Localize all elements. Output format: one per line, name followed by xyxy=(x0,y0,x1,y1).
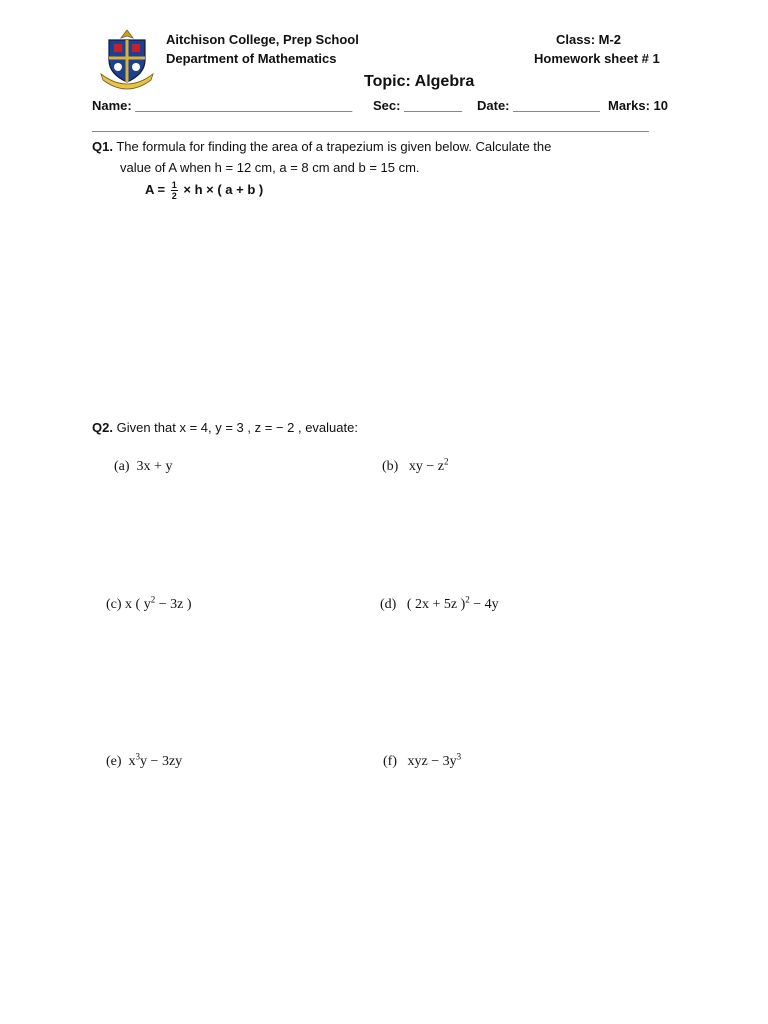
part-e-exponent: 3 xyxy=(135,751,141,762)
part-c-expression: x ( y xyxy=(125,597,151,612)
question-2-text: Given that x = 4, y = 3 , z = − 2 , evaluate: xyxy=(116,420,358,435)
fraction-denominator: 2 xyxy=(171,191,177,201)
date-label: Date: xyxy=(477,98,510,113)
part-e xyxy=(106,751,183,770)
question-2-number: Q2. xyxy=(92,420,113,435)
fraction-numerator: 1 xyxy=(171,180,177,190)
part-c-expression-rest: − 3z ) xyxy=(155,597,192,612)
part-f-expression: xyz − 3y xyxy=(407,754,457,769)
trapezium-formula xyxy=(145,180,263,201)
date-blank: ____________ xyxy=(513,98,600,113)
formula-fraction xyxy=(171,180,178,201)
part-b-expression: xy − z xyxy=(408,459,444,474)
part-c xyxy=(106,594,192,613)
part-e-expression: x xyxy=(128,754,136,769)
marks-label: Marks: 10 xyxy=(608,98,668,113)
homework-sheet-label: Homework sheet # 1 xyxy=(534,51,660,66)
part-b xyxy=(382,456,449,475)
part-d-expression-rest: − 4y xyxy=(469,597,499,612)
part-c-exponent: 2 xyxy=(150,594,156,605)
name-field[interactable] xyxy=(92,98,352,113)
name-label: Name: xyxy=(92,98,132,113)
part-f xyxy=(383,751,462,770)
formula-lhs: A = xyxy=(145,181,166,197)
part-d-expression: ( 2x + 5z ) xyxy=(406,597,466,612)
part-d-label: (d) xyxy=(380,597,397,612)
question-1-text: The formula for finding the area of a trapezium is given below. Calculate the xyxy=(116,139,552,154)
class-label: Class: M-2 xyxy=(556,32,622,47)
part-e-label: (e) xyxy=(106,754,122,769)
school-name: Aitchison College, Prep School xyxy=(166,32,359,47)
header-rule: _____________________________________________________________________________ xyxy=(92,118,649,133)
page-title: Topic: Algebra xyxy=(364,73,475,90)
part-d xyxy=(380,594,499,613)
question-1 xyxy=(92,139,551,154)
question-1-number: Q1. xyxy=(92,139,113,154)
part-a xyxy=(114,459,172,475)
section-field[interactable] xyxy=(373,98,462,113)
part-e-expression-rest: y − 3zy xyxy=(140,754,183,769)
department-name: Department of Mathematics xyxy=(166,51,337,66)
section-label: Sec: xyxy=(373,98,401,113)
question-1-text-line2: value of A when h = 12 cm, a = 8 cm and b = 15 cm. xyxy=(120,160,420,175)
part-a-label: (a) xyxy=(114,459,130,474)
school-crest-icon xyxy=(97,28,157,90)
formula-rhs: × h × ( a + b ) xyxy=(183,181,264,197)
part-b-exponent: 2 xyxy=(443,456,449,467)
date-field[interactable] xyxy=(477,98,600,113)
part-a-expression: 3x + y xyxy=(136,459,173,474)
question-2 xyxy=(92,420,358,435)
part-f-label: (f) xyxy=(383,754,397,769)
part-c-label: (c) xyxy=(106,597,122,612)
part-f-exponent: 3 xyxy=(456,751,462,762)
part-b-label: (b) xyxy=(382,459,399,474)
section-blank: ________ xyxy=(404,98,462,113)
name-blank: ______________________________ xyxy=(135,98,353,113)
part-d-exponent: 2 xyxy=(465,594,470,605)
